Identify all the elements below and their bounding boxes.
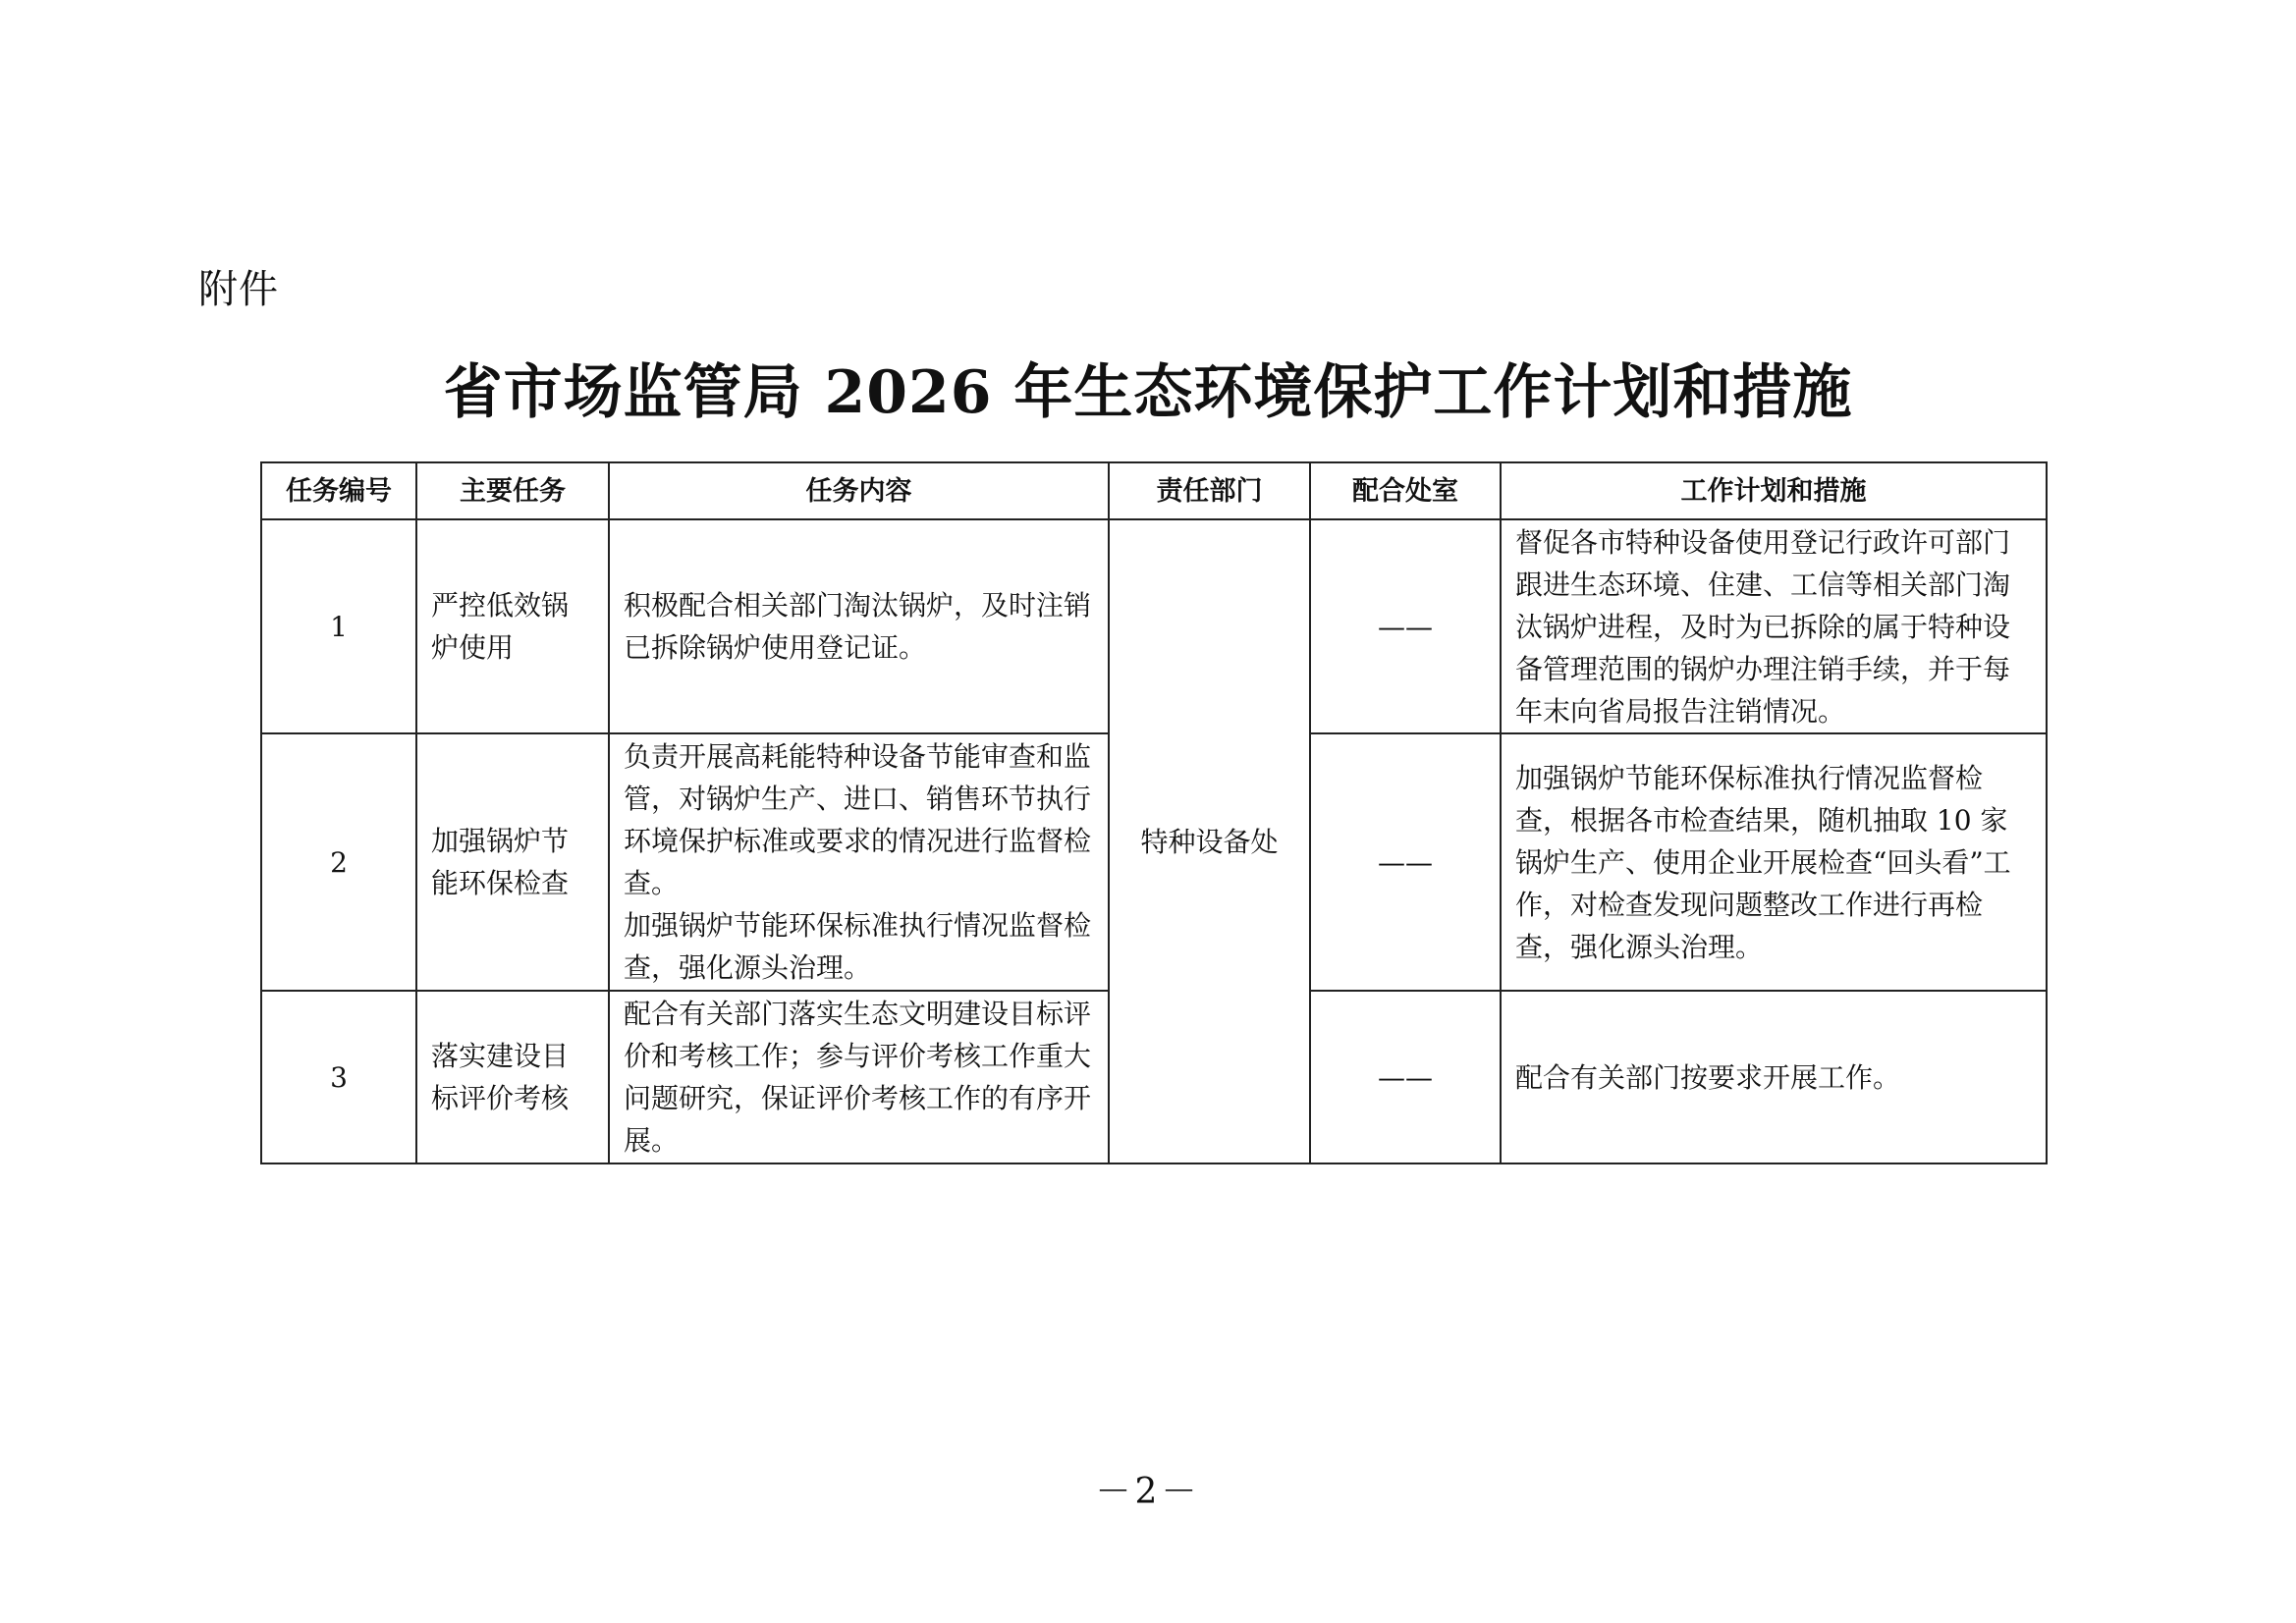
work-plan-table [260, 461, 2048, 1164]
main-task-cell: 加强锅炉节能环保检查 [416, 733, 609, 991]
table-row [261, 519, 2047, 733]
cooperating-office-cell: —— [1310, 991, 1501, 1163]
task-number-cell: 3 [261, 991, 416, 1163]
task-content-cell: 积极配合相关部门淘汰锅炉，及时注销已拆除锅炉使用登记证。 [609, 519, 1109, 733]
task-content-paragraph: 加强锅炉节能环保标准执行情况监督检查，强化源头治理。 [624, 909, 1092, 984]
task-content-cell: 配合有关部门落实生态文明建设目标评价和考核工作；参与评价考核工作重大问题研究，保证评价考核工作的有序开展。 [609, 991, 1109, 1163]
main-task-cell: 严控低效锅炉使用 [416, 519, 609, 733]
page-number: －2－ [1095, 1472, 1201, 1512]
header-task-content: 任务内容 [609, 462, 1109, 519]
header-main-task: 主要任务 [416, 462, 609, 519]
task-content-cell [609, 733, 1109, 991]
header-responsible-department: 责任部门 [1109, 462, 1310, 519]
responsible-department-cell: 特种设备处 [1109, 519, 1310, 1163]
header-task-number: 任务编号 [261, 462, 416, 519]
work-plan-measures-cell: 督促各市特种设备使用登记行政许可部门跟进生态环境、住建、工信等相关部门淘汰锅炉进程，及时为已拆除的属于特种设备管理范围的锅炉办理注销手续，并于每年末向省局报告注销情况。 [1501, 519, 2047, 733]
cooperating-office-cell: —— [1310, 733, 1501, 991]
cooperating-office-cell: —— [1310, 519, 1501, 733]
work-plan-measures-cell: 配合有关部门按要求开展工作。 [1501, 991, 2047, 1163]
table-header-row [261, 462, 2047, 519]
header-cooperating-office: 配合处室 [1310, 462, 1501, 519]
task-number-cell: 2 [261, 733, 416, 991]
attachment-label: 附件 [198, 267, 279, 312]
document-title: 省市场监管局 2026 年生态环境保护工作计划和措施 [443, 358, 1853, 427]
task-number-cell: 1 [261, 519, 416, 733]
work-plan-measures-cell: 加强锅炉节能环保标准执行情况监督检查，根据各市检查结果，随机抽取 10 家锅炉生产、使用企业开展检查“回头看”工作，对检查发现问题整改工作进行再检查，强化源头治理。 [1501, 733, 2047, 991]
task-content-paragraph: 负责开展高耗能特种设备节能审查和监管，对锅炉生产、进口、销售环节执行环境保护标准或要求的情况进行监督检查。 [624, 740, 1092, 899]
main-task-cell: 落实建设目标评价考核 [416, 991, 609, 1163]
header-work-plan-measures: 工作计划和措施 [1501, 462, 2047, 519]
